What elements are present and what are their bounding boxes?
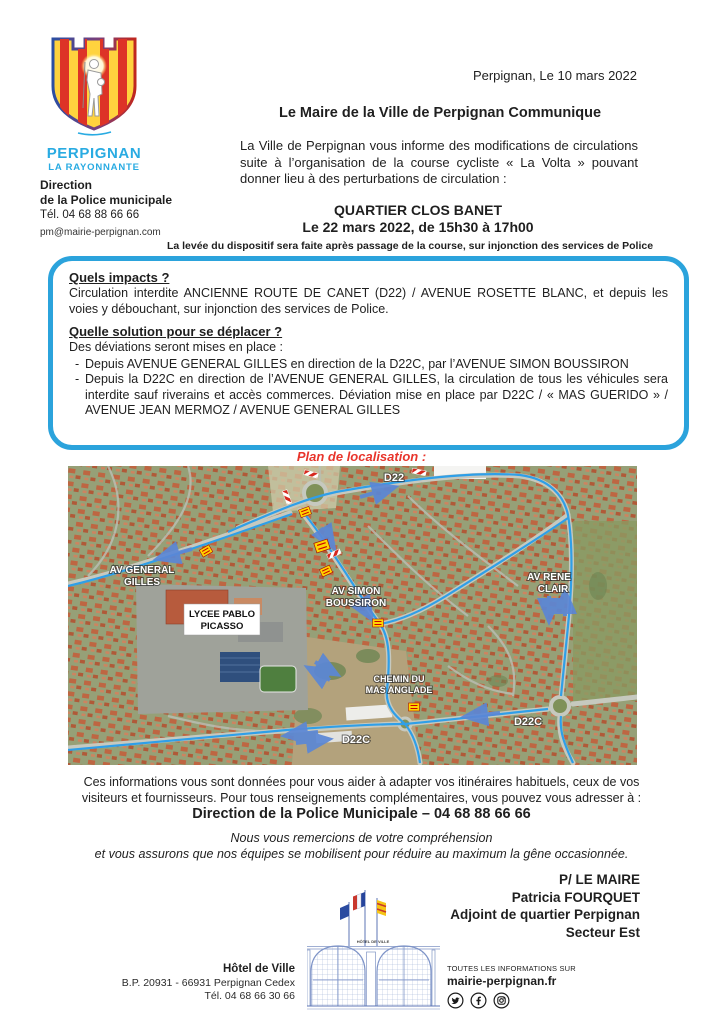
- bullet-dash: -: [75, 356, 80, 371]
- road-label-chemin-1: CHEMIN DU: [373, 674, 425, 684]
- flags-icon: [340, 890, 386, 946]
- instagram-icon: [493, 992, 510, 1009]
- communique-title: Le Maire de la Ville de Perpignan Communique: [278, 105, 602, 121]
- signature-sector: Secteur Est: [565, 924, 640, 940]
- thanks-block: [0, 830, 723, 862]
- road-label-av-rene-2: CLAIR: [537, 584, 569, 595]
- dateline: Perpignan, Le 10 mars 2022: [472, 68, 637, 83]
- lycee-label-line2: PICASSO: [200, 621, 244, 632]
- district-name: QUARTIER CLOS BANET: [334, 202, 502, 218]
- department-email: pm@mairie-perpignan.com: [40, 226, 161, 238]
- department-line1: Direction: [40, 178, 93, 192]
- impacts-text: Circulation interdite ANCIENNE ROUTE DE CANET (D22) / AVENUE ROSETTE BLANC, et depuis les voies y débouchant, sur injonction des services de Police.: [69, 286, 668, 316]
- perpignan-shield-icon: [48, 36, 140, 138]
- info-label: TOUTES LES INFORMATIONS SUR: [447, 964, 576, 973]
- signature-title: Adjoint de quartier Perpignan: [450, 907, 640, 922]
- impact-box: [48, 256, 689, 450]
- lycee-label-line1: LYCEE PABLO: [189, 609, 255, 620]
- signature-name: Patricia FOURQUET: [511, 889, 640, 905]
- city-hall-drawing: [307, 884, 440, 1011]
- building-caption: HÔTEL DE VILLE: [356, 939, 390, 944]
- solution-heading: Quelle solution pour se déplacer ?: [69, 324, 283, 339]
- map-caption: Plan de localisation :: [296, 449, 427, 464]
- aerial-map-image: [68, 466, 637, 765]
- thanks-line2: et vous assurons que nos équipes se mobilisent pour réduire au maximum la gêne occasionnée.: [94, 847, 629, 861]
- road-label-d22c-right: D22C: [513, 716, 543, 728]
- deviation-item: [69, 372, 668, 419]
- location-map: [68, 466, 637, 765]
- road-label-av-general-1: AV GENERAL: [109, 565, 175, 576]
- deviation-text: Depuis la D22C en direction de l’AVENUE GENERAL GILLES, la circulation de tous les véhicules sera interdite sauf riverains et accès commerces. Déviation mise en place par D22C / « MAS GUERIDO » / AVENUE JEAN MERMOZ / AVENUE GENERAL GILLES: [85, 372, 668, 417]
- police-contact: Direction de la Police Municipale – 04 68 88 66 66: [192, 806, 531, 822]
- website-url: mairie-perpignan.fr: [447, 974, 557, 988]
- deviation-item: [69, 357, 668, 373]
- road-label-av-general-2: GILLES: [123, 577, 161, 588]
- signature-role: P/ LE MAIRE: [558, 872, 640, 887]
- thanks-line1: Nous vous remercions de votre compréhension: [230, 831, 493, 845]
- intro-paragraph: La Ville de Perpignan vous informe des modifications de circulations suite à l’organisation de la course cycliste « La Volta » pouvant donner lieu à des perturbations de circulation :: [240, 138, 638, 186]
- social-icons: [447, 992, 576, 1009]
- city-hall-block: [88, 963, 295, 1004]
- impacts-heading: Quels impacts ?: [69, 270, 170, 285]
- road-label-av-rene-1: AV RENE: [527, 572, 571, 583]
- road-label-av-simon-1: AV SIMON: [331, 586, 381, 597]
- city-hall-name: Hôtel de Ville: [222, 963, 295, 975]
- signature-block: [450, 871, 640, 941]
- city-logo: [38, 36, 150, 173]
- event-schedule: Le 22 mars 2022, de 15h30 à 17h00: [302, 219, 534, 235]
- more-info-block: [447, 964, 576, 1009]
- closing-info: Ces informations vous sont données pour vous aider à adapter vos itinéraires habituels, ceux de vos visiteurs et fournisseurs. Pour tous renseignements complémentaires, vous pouvez vous adresser à :: [81, 775, 642, 805]
- road-label-chemin-2: MAS ANGLADE: [365, 685, 433, 695]
- logo-tagline: LA RAYONNANTE: [48, 162, 140, 173]
- deviation-text: Depuis AVENUE GENERAL GILLES en direction de la D22C, par l’AVENUE SIMON BOUSSIRON: [85, 356, 629, 371]
- city-hall-phone: Tél. 04 68 66 30 66: [204, 990, 295, 1002]
- bullet-dash: -: [75, 372, 80, 386]
- logo-city-name: PERPIGNAN: [46, 145, 142, 162]
- facebook-icon: [470, 992, 487, 1009]
- solution-intro: Des déviations seront mises en place :: [69, 340, 283, 354]
- road-label-d22c-left: D22C: [341, 734, 371, 746]
- department-line2: de la Police municipale: [40, 192, 173, 207]
- department-phone: Tél. 04 68 88 66 66: [40, 209, 140, 221]
- road-label-av-simon-2: BOUSSIRON: [325, 598, 387, 609]
- twitter-icon: [447, 992, 464, 1009]
- device-lift-note: La levée du dispositif sera faite après passage de la course, sur injonction des services de Police: [166, 240, 654, 252]
- city-hall-address: B.P. 20931 - 66931 Perpignan Cedex: [121, 976, 295, 989]
- road-label-d22: D22: [383, 472, 405, 484]
